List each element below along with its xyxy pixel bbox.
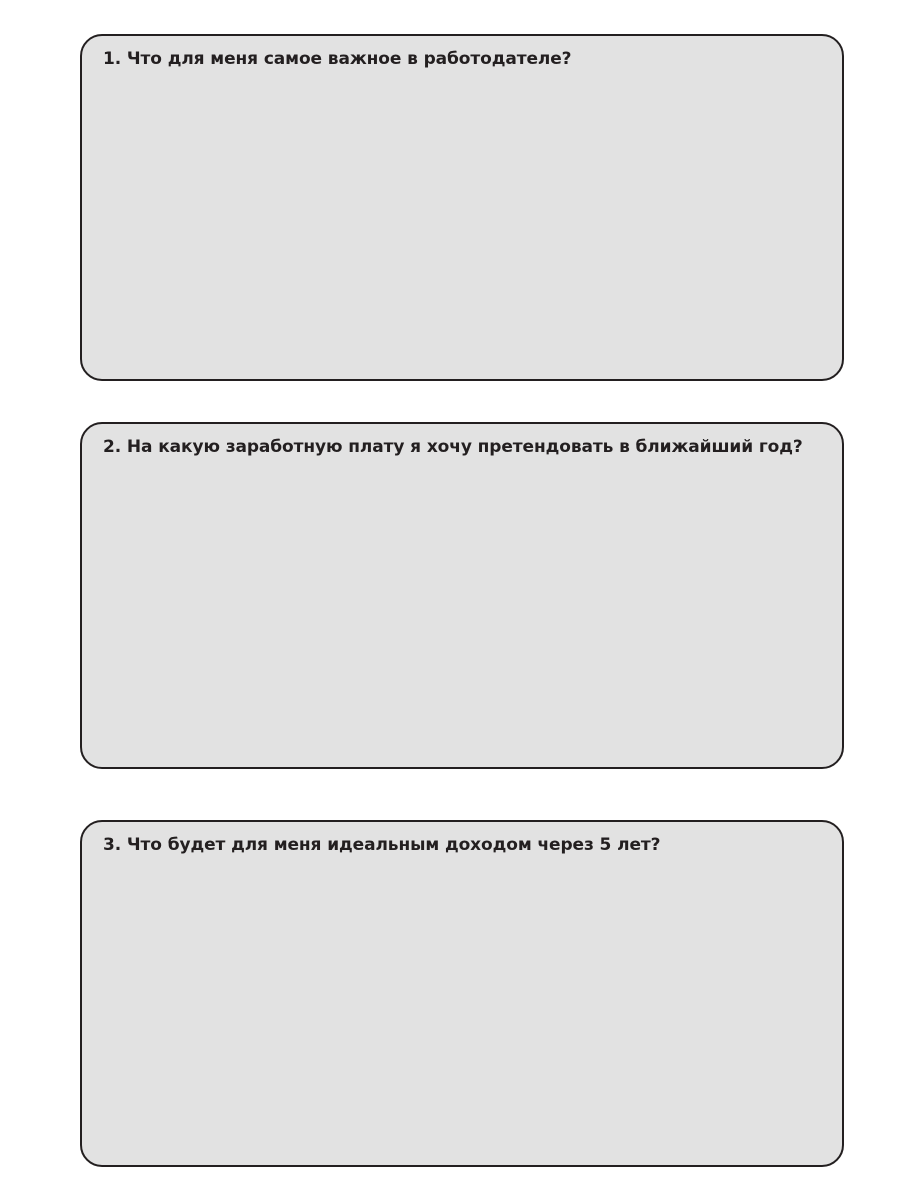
question-card-2 <box>80 422 844 769</box>
answer-area-1[interactable] <box>102 86 822 361</box>
question-2-text: 2. На какую заработную плату я хочу претендовать в ближайший год? <box>103 437 803 457</box>
question-3-text: 3. Что будет для меня идеальным доходом через 5 лет? <box>103 835 661 855</box>
answer-area-3[interactable] <box>102 872 822 1147</box>
question-card-1 <box>80 34 844 381</box>
answer-area-2[interactable] <box>102 474 822 749</box>
question-1-text: 1. Что для меня самое важное в работодателе? <box>103 49 572 69</box>
question-card-3 <box>80 820 844 1167</box>
